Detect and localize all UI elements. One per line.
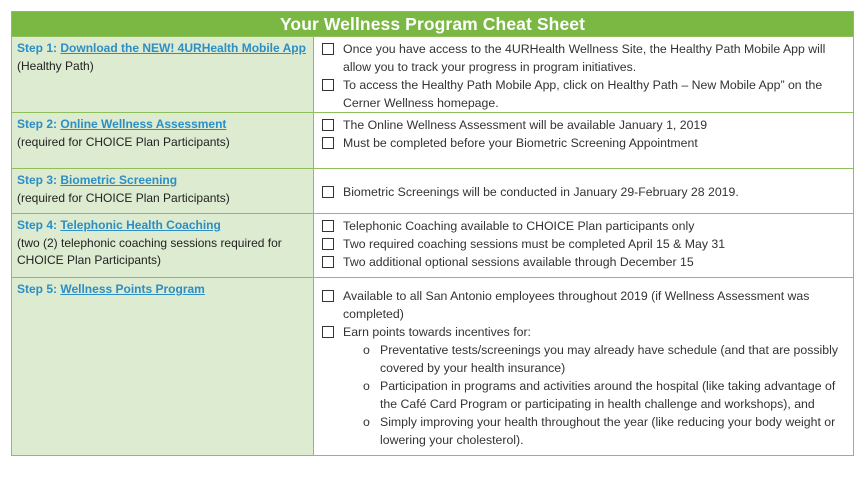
details-cell: [314, 278, 853, 455]
checklist-text: Two additional optional sessions available through December 15: [343, 255, 694, 269]
checklist-text: Biometric Screenings will be conducted in January 29-February 28 2019.: [343, 185, 739, 199]
checklist-item: [322, 235, 845, 253]
step-row-3: [12, 168, 853, 213]
bullet-text: Preventative tests/screenings you may already have schedule (and that are possibly covered by your health insurance): [380, 343, 838, 375]
step-row-2: [12, 112, 853, 168]
checklist-item: [322, 40, 845, 76]
checkbox[interactable]: [322, 119, 334, 131]
bullet-item: [322, 341, 845, 377]
step-link-biometric-screening[interactable]: Biometric Screening: [60, 173, 178, 187]
checklist-item: [322, 323, 845, 341]
step-row-5: [12, 277, 853, 455]
bullet-marker: o: [363, 415, 370, 429]
step-link-mobile-app[interactable]: Download the NEW! 4URHealth Mobile App: [60, 41, 306, 55]
bullet-marker: o: [363, 379, 370, 393]
step-subtitle: (Healthy Path): [17, 58, 94, 73]
step-subtitle: (required for CHOICE Plan Participants): [17, 190, 230, 205]
sheet-title: Your Wellness Program Cheat Sheet: [12, 12, 853, 36]
step-row-1: [12, 36, 853, 112]
bullet-text: Simply improving your health throughout the year (like reducing your body weight or lowering your cholesterol).: [380, 415, 836, 447]
checkbox[interactable]: [322, 238, 334, 250]
details-cell: [314, 37, 853, 112]
bullet-item: [322, 413, 845, 449]
checkbox[interactable]: [322, 137, 334, 149]
step-number: Step 5:: [17, 282, 58, 296]
details-cell: [314, 214, 853, 277]
checklist-text: Two required coaching sessions must be completed April 15 & May 31: [343, 237, 726, 251]
step-subtitle: (two (2) telephonic coaching sessions required for CHOICE Plan Participants): [17, 235, 282, 267]
step-number: Step 3:: [17, 173, 58, 187]
step-cell: [12, 113, 314, 168]
step-number: Step 2:: [17, 117, 58, 131]
step-cell: [12, 214, 314, 277]
checklist-item: [322, 287, 845, 323]
checklist-item: [322, 134, 845, 152]
details-cell: [314, 113, 853, 168]
step-number: Step 4:: [17, 218, 58, 232]
bullet-text: Participation in programs and activities around the hospital (like taking advantage of the Café Card Program or participating in health challenge and workshops), and: [380, 379, 836, 411]
checklist-item: [322, 76, 845, 112]
checkbox[interactable]: [322, 220, 334, 232]
checklist-text: Must be completed before your Biometric Screening Appointment: [343, 136, 698, 150]
checklist-text: To access the Healthy Path Mobile App, click on Healthy Path – New Mobile App” on the Cerner Wellness homepage.: [343, 78, 823, 110]
bullet-marker: o: [363, 343, 370, 357]
step-subtitle: (required for CHOICE Plan Participants): [17, 134, 230, 149]
checkbox[interactable]: [322, 43, 334, 55]
checklist-item: [322, 183, 845, 201]
checkbox[interactable]: [322, 256, 334, 268]
checklist-text: Telephonic Coaching available to CHOICE Plan participants only: [343, 219, 695, 233]
checkbox[interactable]: [322, 186, 334, 198]
checkbox[interactable]: [322, 290, 334, 302]
step-cell: [12, 278, 314, 455]
step-link-health-coaching[interactable]: Telephonic Health Coaching: [60, 218, 221, 232]
step-link-wellness-assessment[interactable]: Online Wellness Assessment: [60, 117, 227, 131]
details-cell: [314, 169, 853, 213]
checklist-text: Earn points towards incentives for:: [343, 325, 531, 339]
step-cell: [12, 169, 314, 213]
step-cell: [12, 37, 314, 112]
cheat-sheet-table: [11, 11, 854, 456]
step-row-4: [12, 213, 853, 277]
step-link-wellness-points[interactable]: Wellness Points Program: [60, 282, 205, 296]
checklist-text: Once you have access to the 4URHealth Wellness Site, the Healthy Path Mobile App will allow you to track your progress in program initiatives.: [343, 42, 826, 74]
checklist-item: [322, 253, 845, 271]
checklist-text: Available to all San Antonio employees throughout 2019 (if Wellness Assessment was completed): [343, 289, 810, 321]
checkbox[interactable]: [322, 79, 334, 91]
checklist-text: The Online Wellness Assessment will be available January 1, 2019: [343, 118, 708, 132]
step-number: Step 1:: [17, 41, 58, 55]
checkbox[interactable]: [322, 326, 334, 338]
checklist-item: [322, 217, 845, 235]
bullet-item: [322, 377, 845, 413]
checklist-item: [322, 116, 845, 134]
